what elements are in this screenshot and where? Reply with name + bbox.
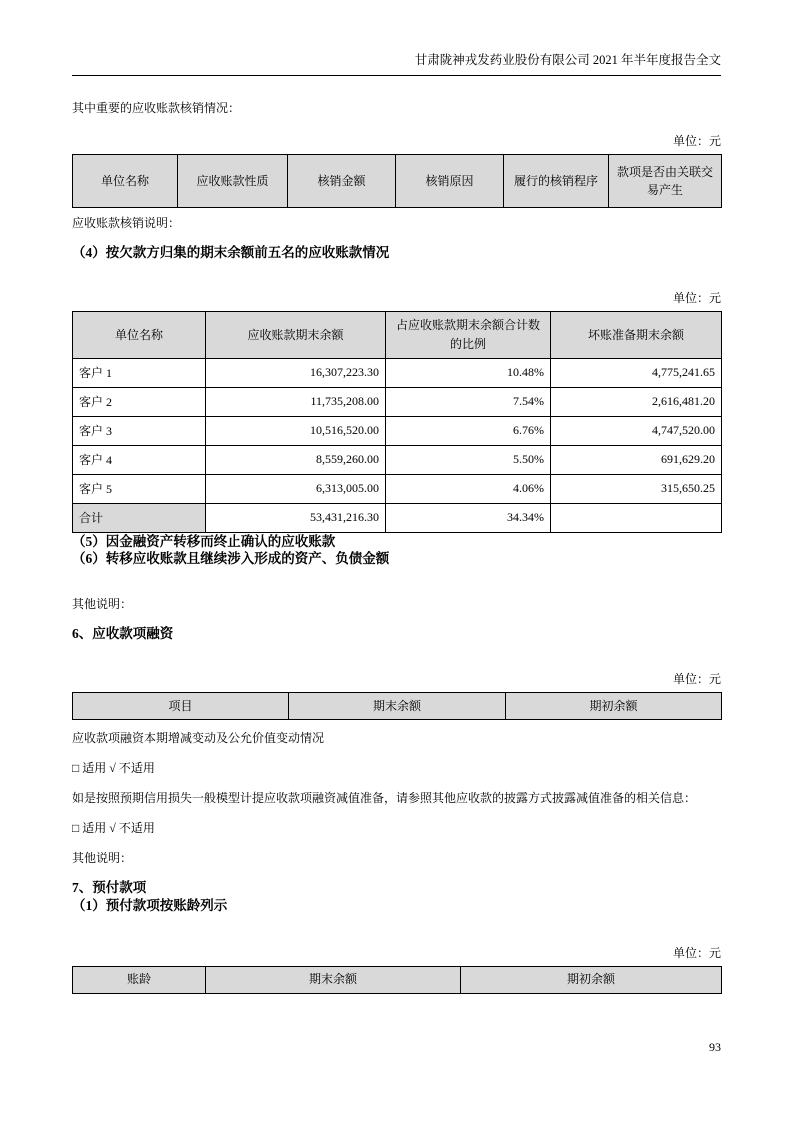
- bad-debt: 2,616,481.20: [551, 387, 722, 416]
- column-header: 应收账款期末余额: [206, 311, 386, 358]
- other-note-2: 其他说明：: [72, 851, 133, 866]
- bad-debt: 315,650.25: [551, 474, 722, 503]
- ending-balance: 53,431,216.30: [206, 503, 386, 532]
- bad-debt: 4,747,520.00: [551, 416, 722, 445]
- column-header: 期初余额: [506, 693, 722, 720]
- document-header: [72, 52, 721, 76]
- customer-name: 客户 2: [73, 387, 206, 416]
- column-header: 单位名称: [73, 311, 206, 358]
- bad-debt: 691,629.20: [551, 445, 722, 474]
- customer-name: 客户 3: [73, 416, 206, 445]
- ratio: 6.76%: [386, 416, 551, 445]
- column-header: 期末余额: [206, 966, 461, 993]
- column-header: 占应收账款期末余额合计数的比例: [386, 311, 551, 358]
- column-header: 核销原因: [396, 155, 504, 208]
- top5-table: [72, 311, 722, 533]
- top5-header-row: [73, 311, 722, 358]
- applicable-checkbox-1: □ 适用 √ 不适用: [72, 761, 155, 776]
- table-row-customer-3: [73, 416, 722, 445]
- ending-balance: 16,307,223.30: [206, 358, 386, 387]
- financing-header-row: [73, 693, 722, 720]
- table-row-customer-1: [73, 358, 722, 387]
- other-note-1: 其他说明：: [72, 596, 133, 611]
- financing-change-note: 应收款项融资本期增减变动及公允价值变动情况: [72, 731, 325, 746]
- section-heading-6: （6）转移应收账款且继续涉入形成的资产、负债金额: [72, 551, 390, 567]
- applicable-checkbox-2: □ 适用 √ 不适用: [72, 821, 155, 836]
- table-row-total: [73, 503, 722, 532]
- table-row-customer-2: [73, 387, 722, 416]
- total-label: 合计: [73, 503, 206, 532]
- writeoff-table: [72, 154, 722, 208]
- unit-label-top5: 单位：元: [672, 290, 721, 305]
- ratio: 5.50%: [386, 445, 551, 474]
- section-heading-5: （5）因金融资产转移而终止确认的应收账款: [72, 533, 336, 549]
- ending-balance: 11,735,208.00: [206, 387, 386, 416]
- column-header: 单位名称: [73, 155, 178, 208]
- column-header: 项目: [73, 693, 289, 720]
- writeoff-note: 应收账款核销说明：: [72, 216, 181, 231]
- unit-label-financing: 单位：元: [672, 672, 721, 687]
- report-title: 甘肃陇神戎发药业股份有限公司 2021 年半年度报告全文: [414, 53, 721, 67]
- customer-name: 客户 4: [73, 445, 206, 474]
- writeoff-header-row: [73, 155, 722, 208]
- column-header: 核销金额: [288, 155, 396, 208]
- page-number: 93: [709, 1040, 721, 1054]
- section-heading-top5: （4）按欠款方归集的期末余额前五名的应收账款情况: [72, 245, 390, 261]
- table-row-customer-4: [73, 445, 722, 474]
- ratio: 4.06%: [386, 474, 551, 503]
- ratio: 34.34%: [386, 503, 551, 532]
- financing-impairment-note: 如是按照预期信用损失一般模型计提应收款项融资减值准备，请参照其他应收款的披露方式披露减值准备的相关信息：: [72, 791, 697, 806]
- prepayment-header-row: [73, 966, 722, 993]
- unit-label-writeoff: 单位：元: [672, 134, 721, 149]
- writeoff-intro: 其中重要的应收账款核销情况：: [72, 101, 241, 116]
- bad-debt: [551, 503, 722, 532]
- table-row-customer-5: [73, 474, 722, 503]
- financing-table: [72, 692, 722, 720]
- column-header: 款项是否由关联交易产生: [609, 155, 722, 208]
- ratio: 7.54%: [386, 387, 551, 416]
- column-header: 应收账款性质: [178, 155, 288, 208]
- column-header: 账龄: [73, 966, 206, 993]
- ending-balance: 8,559,260.00: [206, 445, 386, 474]
- ratio: 10.48%: [386, 358, 551, 387]
- ending-balance: 6,313,005.00: [206, 474, 386, 503]
- column-header: 履行的核销程序: [504, 155, 609, 208]
- column-header: 期末余额: [289, 693, 506, 720]
- column-header: 期初余额: [461, 966, 722, 993]
- section-heading-prepayment: 7、预付款项: [72, 880, 147, 896]
- customer-name: 客户 1: [73, 358, 206, 387]
- column-header: 坏账准备期末余额: [551, 311, 722, 358]
- ending-balance: 10,516,520.00: [206, 416, 386, 445]
- prepayment-table: [72, 966, 722, 994]
- section-heading-prepayment-aging: （1）预付款项按账龄列示: [72, 897, 228, 913]
- section-heading-financing: 6、应收款项融资: [72, 625, 174, 641]
- customer-name: 客户 5: [73, 474, 206, 503]
- unit-label-prepayment: 单位：元: [672, 945, 721, 960]
- bad-debt: 4,775,241.65: [551, 358, 722, 387]
